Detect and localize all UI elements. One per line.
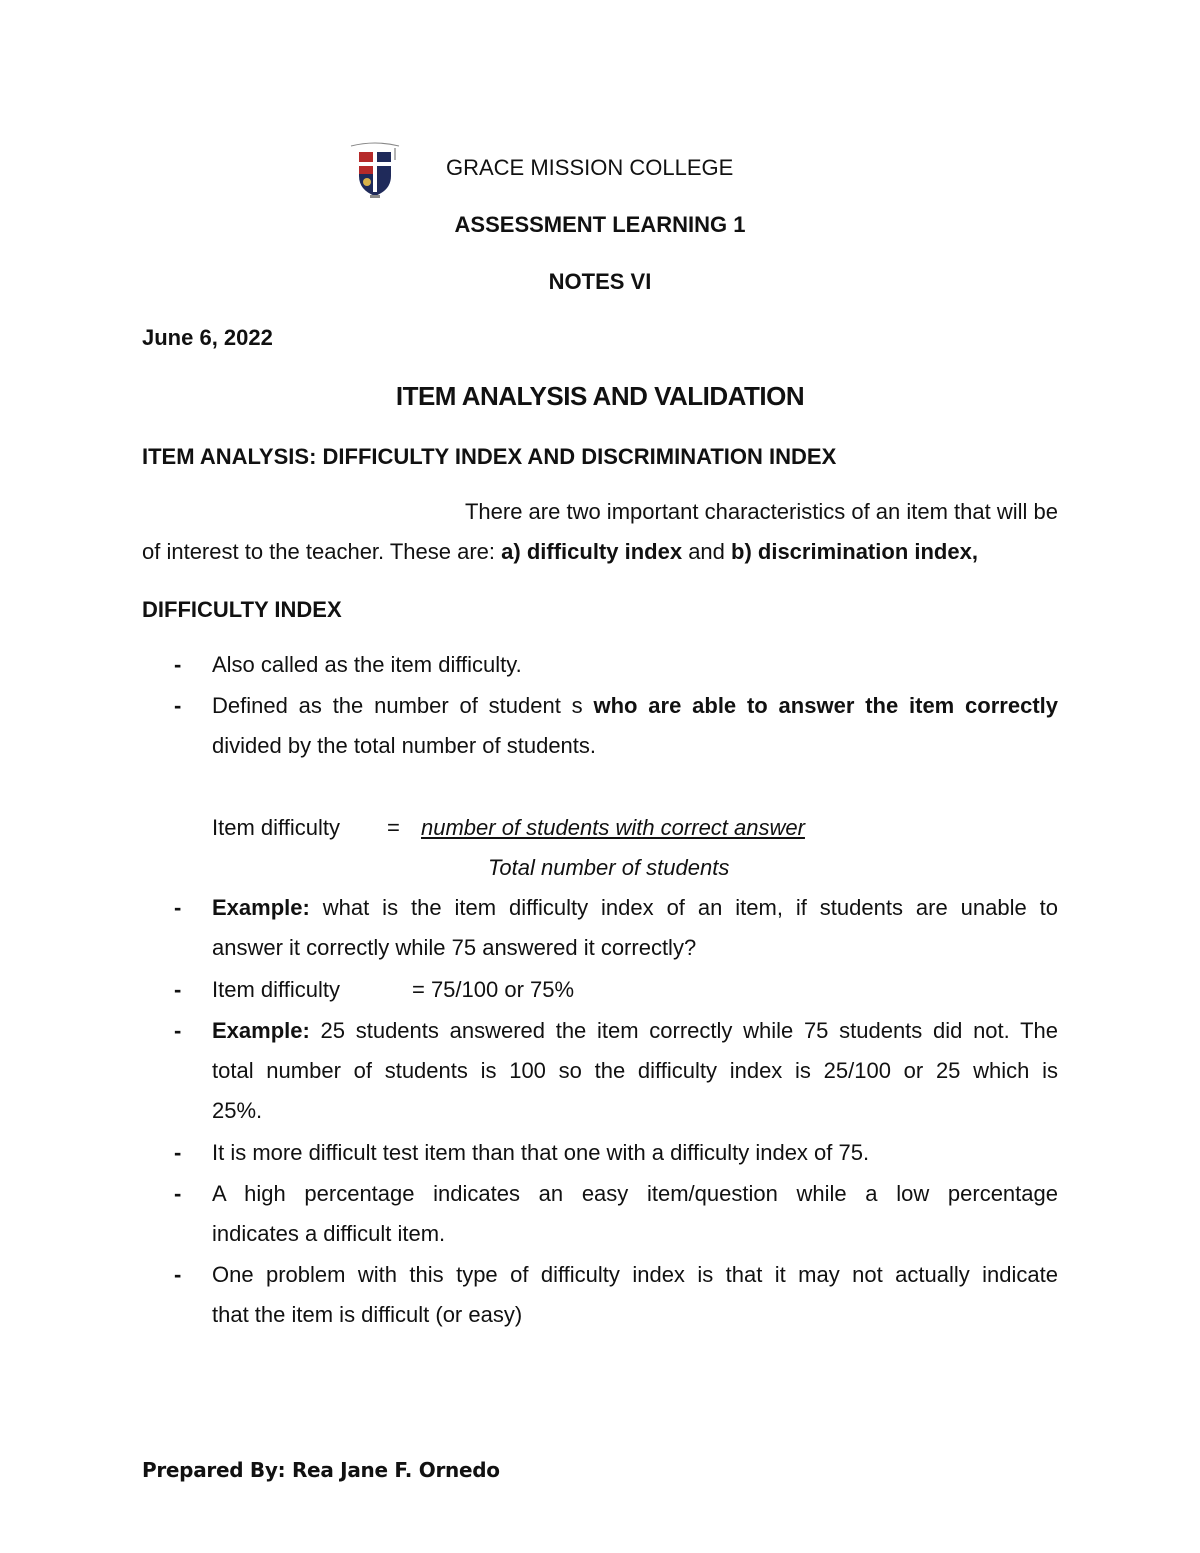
bullet-text: It is more difficult test item than that one with a difficulty index of 75. (212, 1140, 870, 1165)
bullet-text-part: what is the item difficulty index of an item, if students are unable to (309, 895, 1058, 920)
intro-text-and: and (682, 539, 732, 564)
bullet-text (212, 970, 1058, 1010)
intro-line-1: There are two important characteristics of an item that will be (464, 499, 1058, 524)
bullet-text-part: divided by the total number of students. (212, 733, 597, 758)
bullet-text (212, 1255, 1058, 1335)
difficulty-heading: DIFFICULTY INDEX (142, 597, 342, 622)
bullet-dash: - (174, 1262, 182, 1287)
intro-text: of interest to the teacher. These are: (142, 539, 502, 564)
college-seal-icon (345, 140, 405, 200)
bullet-text: Also called as the item difficulty. (212, 652, 522, 677)
formula-label: Item difficulty (212, 815, 340, 840)
notes-label: NOTES VI (548, 269, 652, 294)
bullet-text-part: = 75/100 or 75% (411, 977, 575, 1002)
college-name: GRACE MISSION COLLEGE (446, 155, 734, 180)
bullet-text-part: that the item is difficult (or easy) (212, 1302, 523, 1327)
formula-denominator: Total number of students (488, 855, 730, 880)
list-item (142, 1133, 1058, 1173)
example-label: Example: (212, 895, 310, 920)
intro-term-difficulty: a) difficulty index (501, 539, 683, 564)
course-title: ASSESSMENT LEARNING 1 (454, 212, 746, 237)
list-item (142, 888, 1058, 968)
bullet-text-part: A high percentage indicates an easy item/question while a low percentage (212, 1181, 1058, 1206)
bullet-text (212, 1174, 1058, 1254)
bullet-text (212, 888, 1058, 968)
bullet-text-part: Item difficulty (212, 977, 340, 1002)
example-label: Example: (212, 1018, 310, 1043)
list-item (142, 1174, 1058, 1254)
section-title: ITEM ANALYSIS: DIFFICULTY INDEX AND DISCRIMINATION INDEX (142, 444, 837, 469)
main-title: ITEM ANALYSIS AND VALIDATION (395, 381, 805, 411)
bullet-text-part: One problem with this type of difficulty index is that it may not actually indicate (212, 1262, 1058, 1287)
bullet-dash: - (174, 977, 182, 1002)
intro-line-2 (142, 532, 1058, 572)
formula-equals: = (387, 815, 400, 840)
bullet-dash: - (174, 1018, 182, 1043)
bullet-text-bold: who are able to answer the item correctly (593, 693, 1059, 718)
document-date: June 6, 2022 (142, 325, 273, 350)
intro-paragraph (142, 492, 1058, 572)
list-item (142, 1011, 1058, 1131)
bullet-text-part: answer it correctly while 75 answered it correctly? (212, 935, 697, 960)
formula-numerator: number of students with correct answer (421, 815, 805, 840)
list-item (142, 686, 1058, 766)
list-item (142, 645, 1058, 685)
bullet-text (212, 686, 1058, 766)
bullet-dash: - (174, 1140, 182, 1165)
bullet-dash: - (174, 652, 182, 677)
footer-prepared-by: Prepared By: Rea Jane F. Ornedo (142, 1458, 500, 1482)
bullet-dash: - (174, 895, 182, 920)
bullet-text-part: Defined as the number of student s (212, 693, 594, 718)
bullet-text-part: indicates a difficult item. (212, 1221, 446, 1246)
bullet-text-part: 25%. (212, 1098, 263, 1123)
bullet-text-part: 25 students answered the item correctly while 75 students did not. The (309, 1018, 1058, 1043)
bullet-text (212, 1011, 1058, 1131)
bullet-text-part: total number of students is 100 so the difficulty index is 25/100 or 25 which is (212, 1058, 1058, 1083)
intro-term-discrimination: b) discrimination index, (731, 539, 978, 564)
bullet-dash: - (174, 693, 182, 718)
list-item (142, 970, 1058, 1010)
bullet-dash: - (174, 1181, 182, 1206)
list-item (142, 1255, 1058, 1335)
